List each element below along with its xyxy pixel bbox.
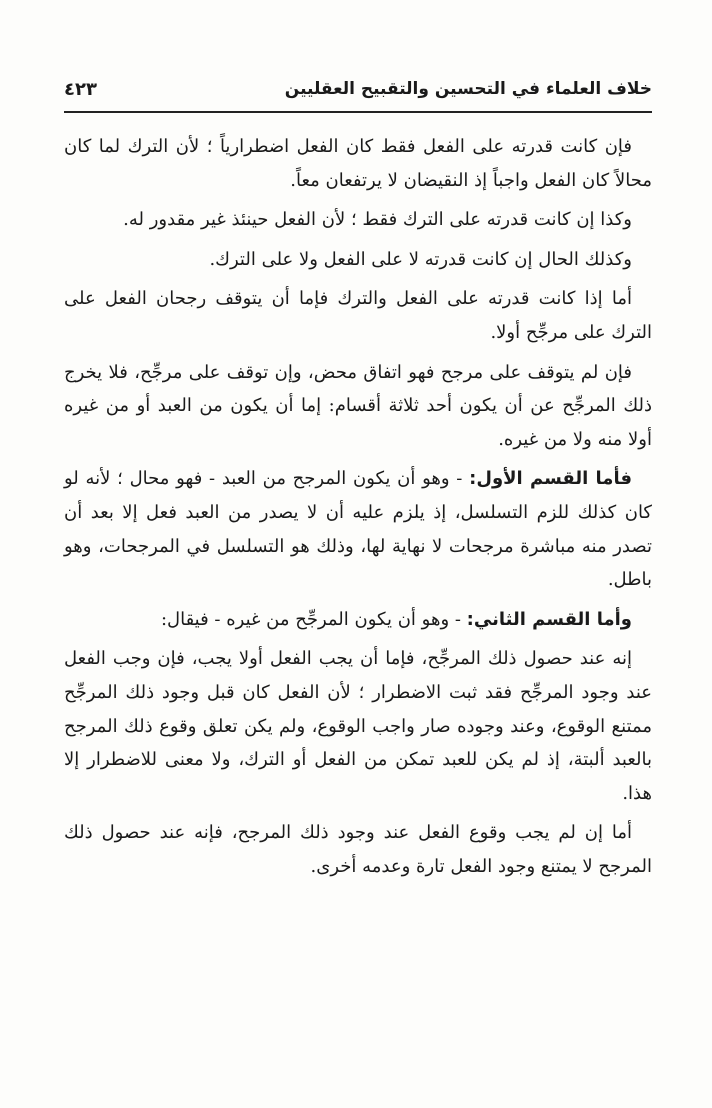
paragraph: أما إذا كانت قدرته على الفعل والترك فإما أن يتوقف رجحان الفعل على الترك على مرجِّح أولا. [64, 288, 652, 343]
paragraph: فإن لم يتوقف على مرجح فهو اتفاق محض، وإن توقف على مرجِّح، فلا يخرج ذلك المرجِّح عن أن يكون أحد ثلاثة أقسام: إما أن يكون من العبد أو من غيره أولا منه ولا من غيره. [64, 361, 652, 450]
section-one-text: - وهو أن يكون المرجح من العبد - فهو محال ؛ لأنه لو كان كذلك للزم التسلسل، إذ يلزم عليه أن لا يصدر من العبد فعل إلا بعد أن تصدر منه مباشرة مرجحات لا نهاية لها، وذلك هو التسلسل في المرجحات، وهو باطل. [64, 468, 652, 591]
page-number: ٤٢٣ [64, 78, 97, 100]
paragraph: وكذلك الحال إن كانت قدرته لا على الفعل ولا على الترك. [209, 248, 632, 270]
section-two-paragraph [64, 603, 652, 637]
paragraph: إنه عند حصول ذلك المرجِّح، فإما أن يجب الفعل أولا يجب، فإن وجب الفعل عند وجود المرجِّح فقد ثبت الاضطرار ؛ لأن الفعل كان قبل وجود ذلك المرجِّح ممتنع الوقوع، وعند وجوده صار واجب الوقوع، ولم يكن تعلق وقوع ذلك المرجح بالعبد ألبتة، إذ لم يكن للعبد تمكن من الفعل أو الترك، ولا معنى للاضطرار إلا هذا. [64, 648, 652, 804]
section-two-title: وأما القسم الثاني: [466, 608, 632, 630]
page-body [64, 130, 652, 889]
paragraph: وكذا إن كانت قدرته على الترك فقط ؛ لأن الفعل حينئذ غير مقدور له. [123, 209, 632, 231]
paragraph: فإن كانت قدرته على الفعل فقط كان الفعل اضطرارياً ؛ لأن الترك لما كان محالاً كان الفعل واجباً إذ النقيضان لا يرتفعان معاً. [64, 136, 652, 191]
paragraph: أما إن لم يجب وقوع الفعل عند وجود ذلك المرجح، فإنه عند حصول ذلك المرجح لا يمتنع وجود الفعل تارة وعدمه أخرى. [64, 822, 652, 877]
section-one-title: فأما القسم الأول: [469, 468, 632, 490]
page-header [64, 70, 652, 108]
running-title: خلاف العلماء في التحسين والتقبيح العقليين [284, 79, 652, 99]
section-two-text: - وهو أن يكون المرجِّح من غيره - فيقال: [160, 608, 461, 630]
header-rule [64, 111, 652, 113]
section-one-paragraph [64, 462, 652, 596]
